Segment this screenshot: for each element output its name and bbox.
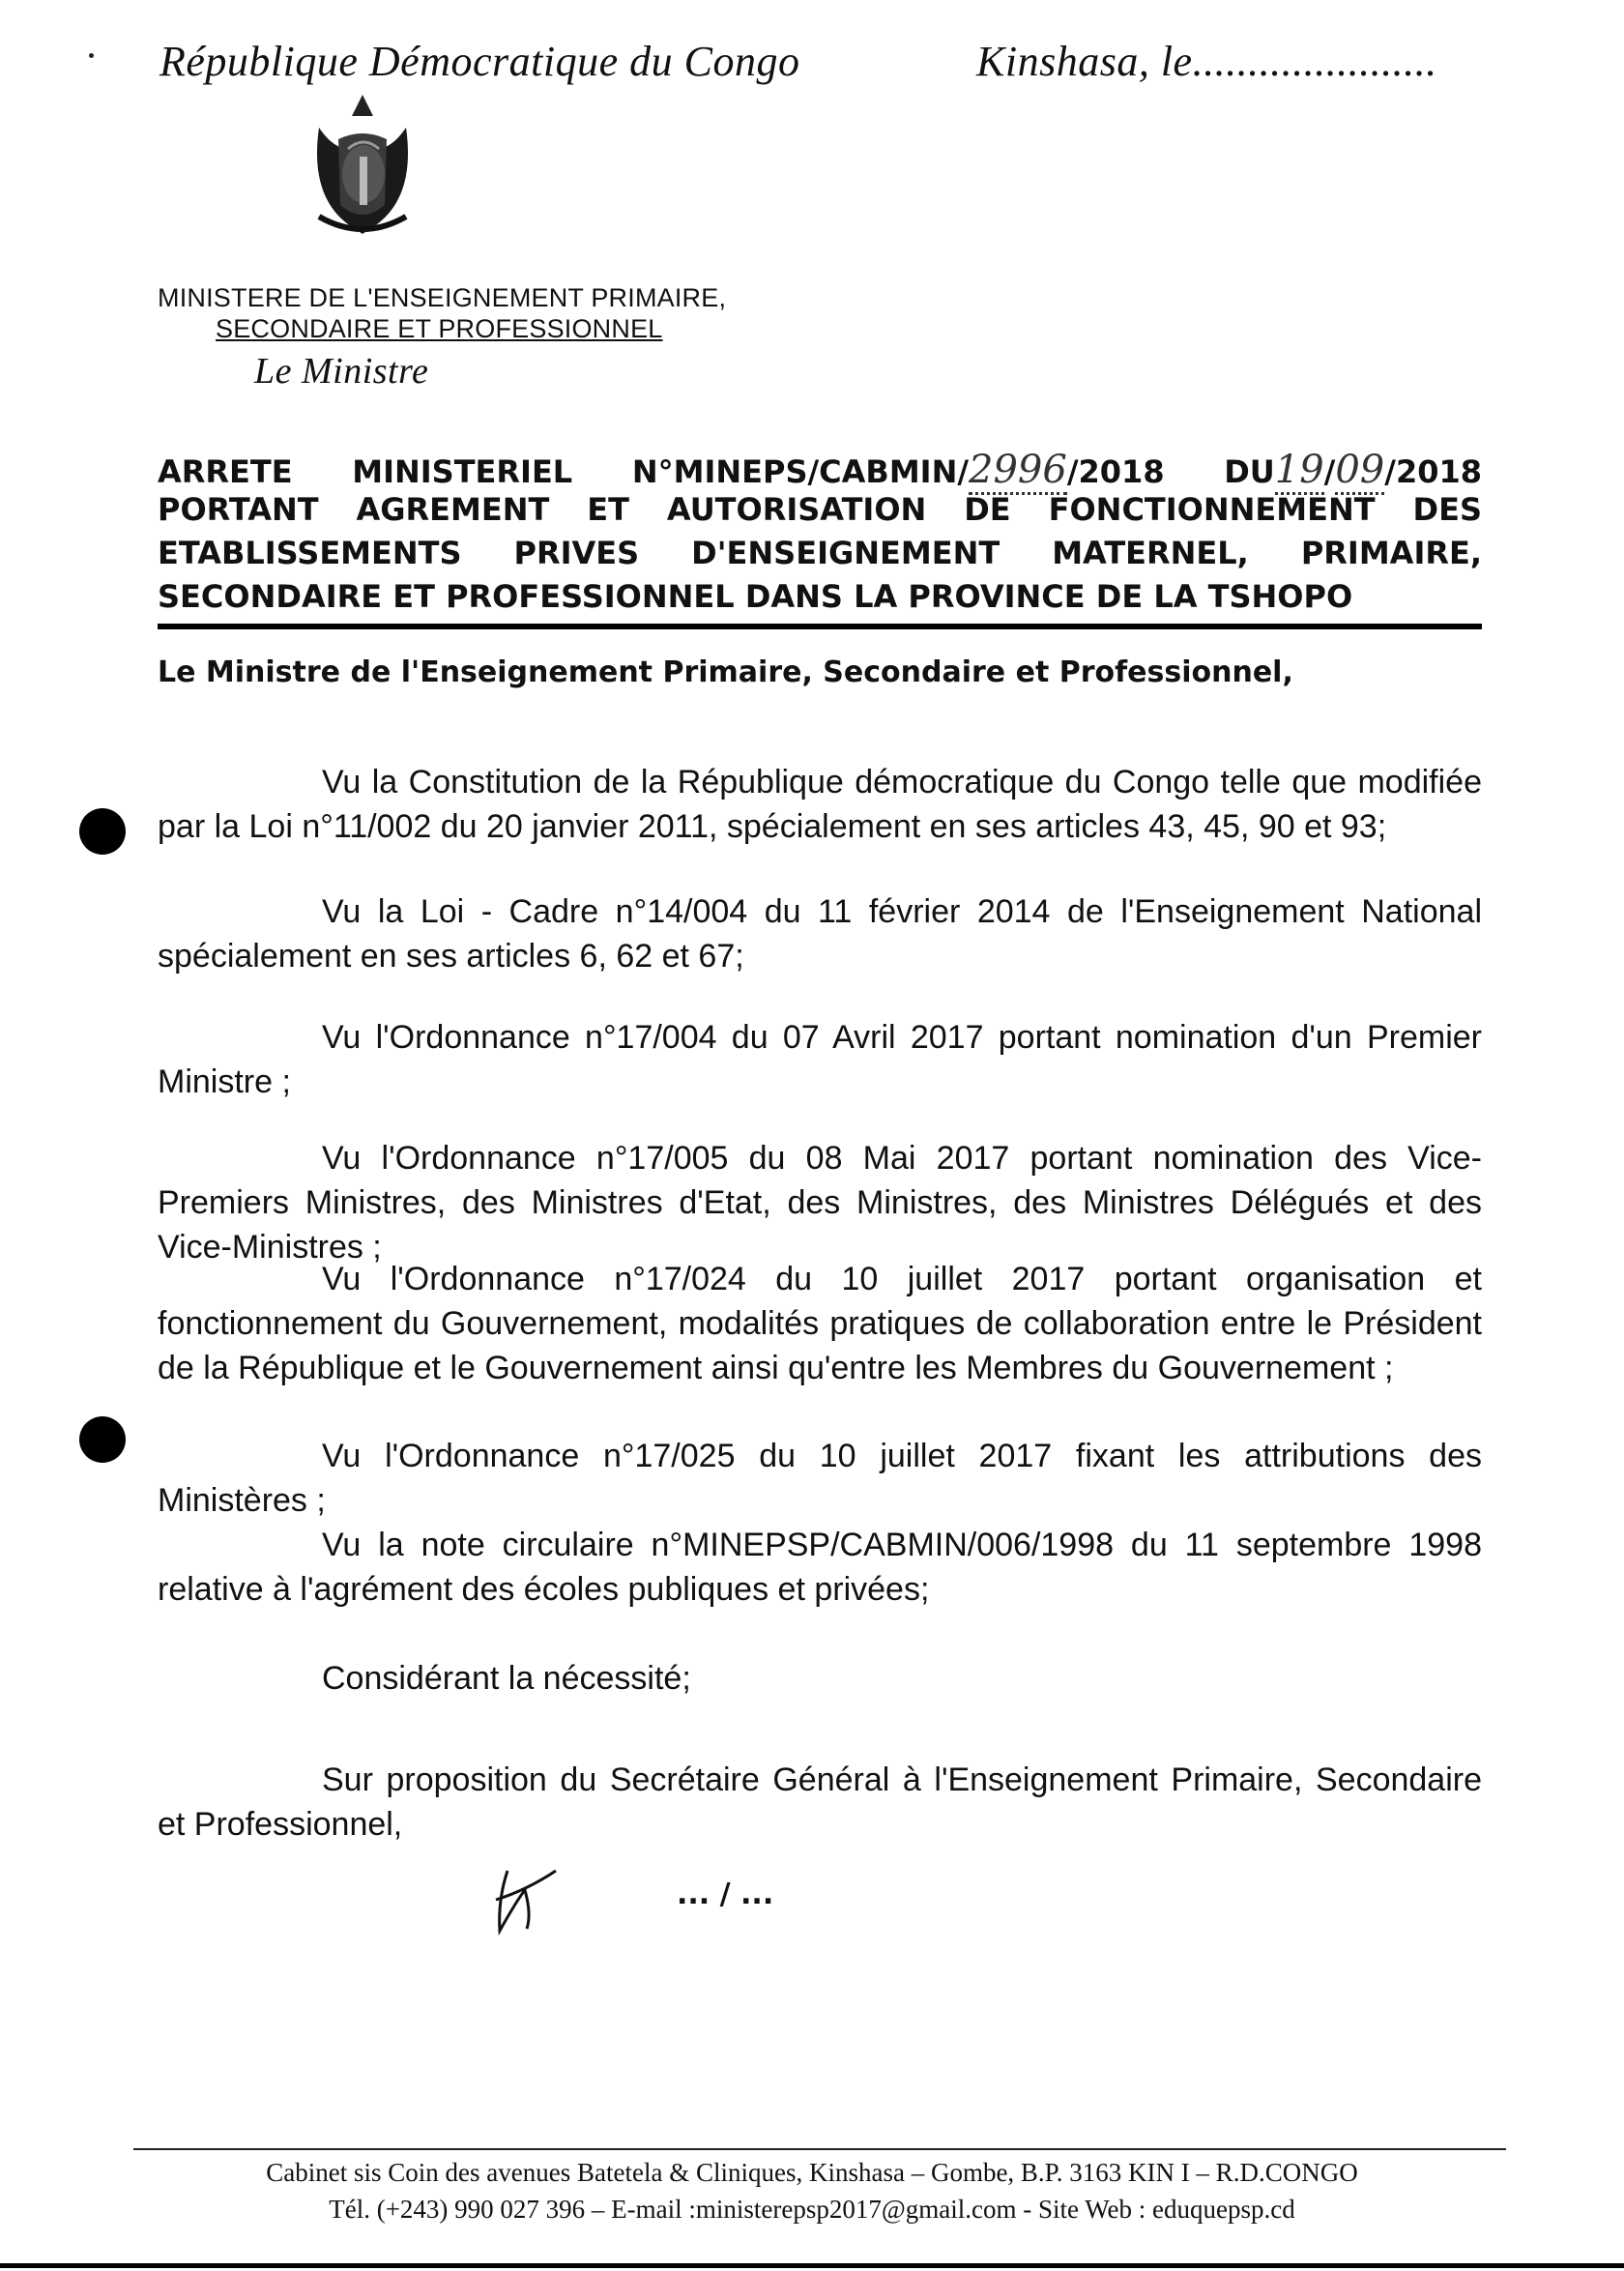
paragraph-proposition <box>158 1758 1482 1847</box>
paragraph-loi-cadre <box>158 889 1482 978</box>
preamble: Le Ministre de l'Enseignement Primaire, Secondaire et Professionnel, <box>158 655 1293 689</box>
decree-number-prefix: ARRETE MINISTERIEL N°MINEPS/CABMIN/ <box>158 453 970 490</box>
footer-address: Cabinet sis Coin des avenues Batetela & Cliniques, Kinshasa – Gombe, B.P. 3163 KIN I – R.D.CONGO <box>266 2158 1358 2187</box>
handwritten-initial <box>488 1861 566 1938</box>
coat-of-arms-emblem <box>290 89 435 244</box>
decree-title-line-1: ARRETE MINISTERIEL N°MINEPS/CABMIN/2996/2018 DU19/09/2018 <box>158 448 1482 492</box>
scan-dot <box>89 53 94 58</box>
place-date: Kinshasa, le...................... <box>976 38 1437 85</box>
paragraph-constitution-text: Vu la Constitution de la République démocratique du Congo telle que modifiée par la Loi n°11/002 du 20 janvier 2011, spécialement en ses articles 43, 45, 90 et 93; <box>158 764 1482 845</box>
paragraph-loi-cadre-text: Vu la Loi - Cadre n°14/004 du 11 février 2014 de l'Enseignement National spécialement en ses articles 6, 62 et 67; <box>158 893 1482 975</box>
signatory-heading: Le Ministre <box>254 351 429 392</box>
paragraph-ordonnance-025-text: Vu l'Ordonnance n°17/025 du 10 juillet 2017 fixant les attributions des Ministères ; <box>158 1438 1482 1519</box>
decree-month-handwritten: 09 <box>1335 448 1384 495</box>
paragraph-note-circulaire-text: Vu la note circulaire n°MINEPSP/CABMIN/006/1998 du 11 septembre 1998 relative à l'agrément des écoles publiques et privées; <box>158 1527 1482 1608</box>
paragraph-ordonnance-004-text: Vu l'Ordonnance n°17/004 du 07 Avril 2017 portant nomination d'un Premier Ministre ; <box>158 1019 1482 1100</box>
republic-heading: République Démocratique du Congo <box>160 38 800 85</box>
decree-title-line-2: PORTANT AGREMENT ET AUTORISATION DE FONCTIONNEMENT DES <box>158 491 1482 528</box>
decree-year-end: /2018 <box>1384 453 1482 490</box>
punch-hole-mark-2 <box>79 1416 126 1463</box>
continuation-mark: ... / ... <box>677 1878 774 1911</box>
decree-day-handwritten: 19 <box>1275 448 1324 495</box>
paragraph-considerant-text: Considérant la nécessité; <box>322 1660 691 1697</box>
page-bottom-rule <box>0 2263 1624 2268</box>
decree-number-handwritten: 2996 <box>969 448 1067 495</box>
punch-hole-mark <box>79 808 126 855</box>
ministry-line-2: SECONDAIRE ET PROFESSIONNEL <box>216 314 663 343</box>
footer-divider <box>133 2148 1506 2150</box>
paragraph-ordonnance-005 <box>158 1136 1482 1269</box>
decree-title-line-4: SECONDAIRE ET PROFESSIONNEL DANS LA PROVINCE DE LA TSHOPO <box>158 578 1353 615</box>
paragraph-ordonnance-004 <box>158 1015 1482 1104</box>
paragraph-ordonnance-005-text: Vu l'Ordonnance n°17/005 du 08 Mai 2017 portant nomination des Vice-Premiers Ministres, des Ministres d'Etat, des Ministres, des Ministres Délégués et des Vice-Ministres ; <box>158 1140 1482 1266</box>
paragraph-ordonnance-024 <box>158 1257 1482 1390</box>
paragraph-considerant <box>158 1656 1482 1701</box>
paragraph-ordonnance-024-text: Vu l'Ordonnance n°17/024 du 10 juillet 2017 portant organisation et fonctionnement du Gouvernement, modalités pratiques de collaboration entre le Président de la République et le Gouvernement ainsi qu'entre les Membres du Gouvernement ; <box>158 1261 1482 1386</box>
decree-year: /2018 DU <box>1066 453 1275 490</box>
decree-title-line-3: ETABLISSEMENTS PRIVES D'ENSEIGNEMENT MATERNEL, PRIMAIRE, <box>158 535 1482 571</box>
paragraph-note-circulaire <box>158 1523 1482 1612</box>
ministry-line-1: MINISTERE DE L'ENSEIGNEMENT PRIMAIRE, <box>158 283 727 312</box>
paragraph-constitution <box>158 760 1482 849</box>
footer-contact: Tél. (+243) 990 027 396 – E-mail :ministerepsp2017@gmail.com - Site Web : eduquepsp.cd <box>329 2195 1295 2224</box>
title-divider <box>158 624 1482 629</box>
paragraph-ordonnance-025 <box>158 1434 1482 1523</box>
paragraph-proposition-text: Sur proposition du Secrétaire Général à l'Enseignement Primaire, Secondaire et Professionnel, <box>158 1761 1482 1843</box>
